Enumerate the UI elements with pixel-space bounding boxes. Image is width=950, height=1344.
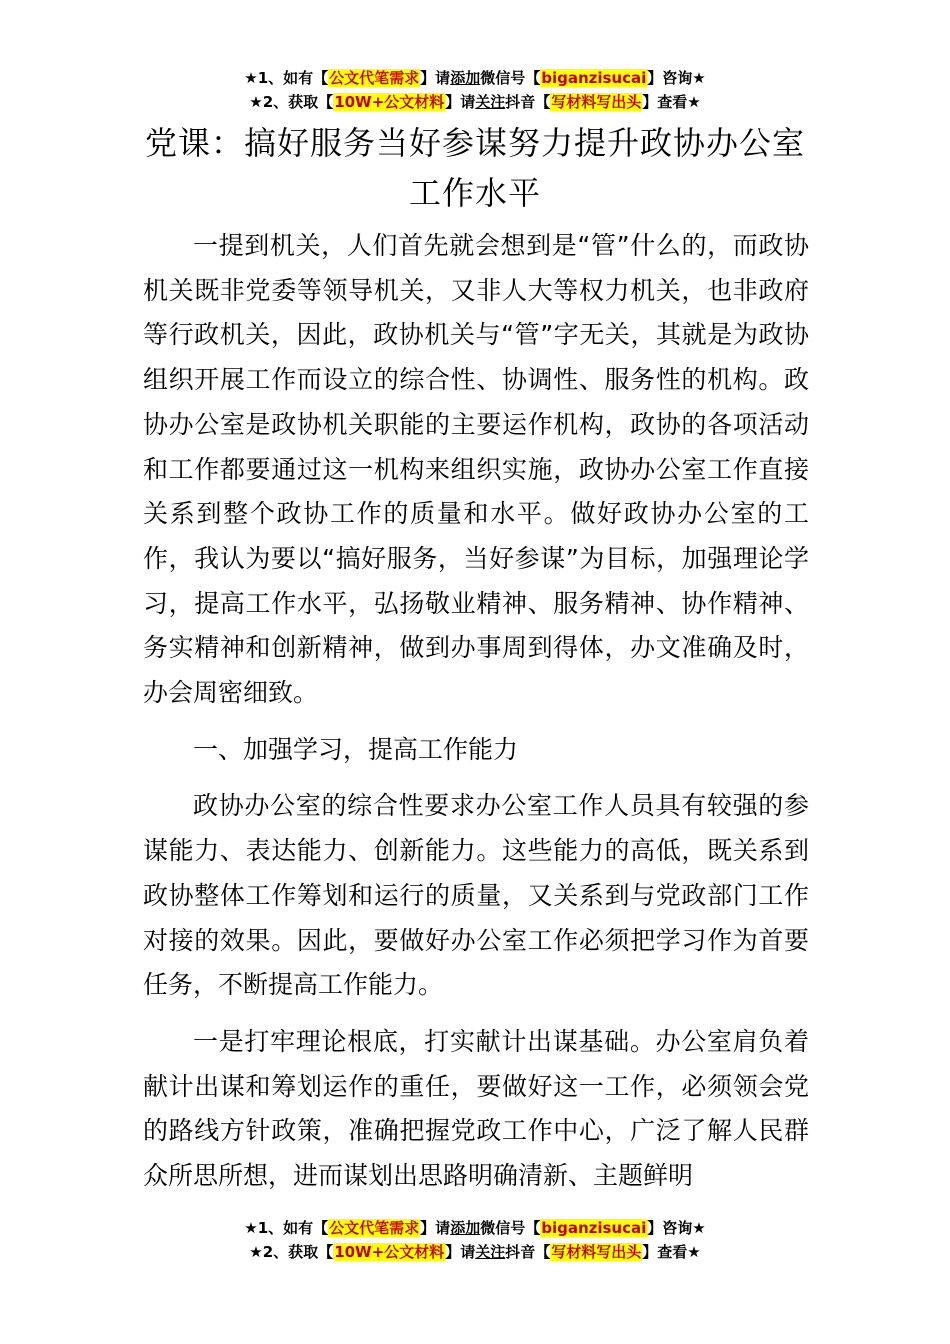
paragraph-intro: 一提到机关，人们首先就会想到是“管”什么的，而政协机关既非党委等领导机关，又非人大等权力机关，也非政府等行政机关，因此，政协机关与“管”字无关，其就是为政协组织开展工作而设立的综合性、协调性、服务性的机构。政协办公室是政协机关职能的主要运作机构，政协的各项活动和工作都要通过这一机构来组织实施，政协办公室工作直接关系到整个政协工作的质量和水平。做好政协办公室的工作，我认为要以“搞好服务，当好参谋”为目标，加强理论学习，提高工作水平，弘扬敬业精神、服务精神、协作精神、务实精神和创新精神，做到办事周到得体，办文准确及时，办会周密细致。: [143, 231, 809, 708]
banner-line-2: [0, 90, 950, 114]
banner-text: 】查看★: [642, 93, 701, 111]
banner-text: 】请: [445, 93, 476, 111]
douyin-account: 写材料写出头: [551, 1243, 642, 1261]
footer-banner: [0, 1216, 950, 1264]
banner-text: ★2、获取【: [249, 1243, 334, 1261]
highlight-text: 公文代笔需求: [329, 1219, 420, 1237]
wechat-id: biganzisucai: [541, 69, 647, 87]
banner-text: 微信号【: [480, 1219, 541, 1237]
banner-text: 】咨询★: [647, 69, 706, 87]
underlined-text: 关注: [475, 1243, 506, 1261]
paragraph: 一是打牢理论根底，打实献计出谋基础。办公室肩负着献计出谋和筹划运作的重任，要做好这一工作，必须领会党的路线方针政策，准确把握党政工作中心，广泛了解人民群众所思所想，进而谋划出思路明确清新、主题鲜明: [143, 1026, 809, 1191]
banner-line-1: [0, 66, 950, 90]
banner-text: 抖音【: [505, 1243, 551, 1261]
document-body: [143, 224, 809, 1199]
highlight-text: 10W+公文材料: [334, 93, 445, 111]
banner-text: 】请: [420, 69, 451, 87]
banner-text: 微信号【: [480, 69, 541, 87]
banner-line-2: [0, 1240, 950, 1264]
header-banner: [0, 66, 950, 114]
highlight-text: 10W+公文材料: [334, 1243, 445, 1261]
paragraph: 政协办公室的综合性要求办公室工作人员具有较强的参谋能力、表达能力、创新能力。这些能力的高低，既关系到政协整体工作筹划和运行的质量，又关系到与党政部门工作对接的效果。因此，要做好办公室工作必须把学习作为首要任务，不断提高工作能力。: [143, 791, 809, 1000]
banner-line-1: [0, 1216, 950, 1240]
banner-text: 抖音【: [505, 93, 551, 111]
underlined-text: 添加: [450, 69, 481, 87]
douyin-account: 写材料写出头: [551, 93, 642, 111]
banner-text: 】请: [445, 1243, 476, 1261]
banner-text: 】咨询★: [647, 1219, 706, 1237]
document-title: 党课：搞好服务当好参谋努力提升政协办公室工作水平: [144, 124, 805, 212]
section-heading: 一、加强学习，提高工作能力: [193, 734, 519, 764]
banner-text: ★1、如有【: [244, 1219, 329, 1237]
banner-text: 】请: [420, 1219, 451, 1237]
underlined-text: 添加: [450, 1219, 481, 1237]
banner-text: ★2、获取【: [249, 93, 334, 111]
banner-text: ★1、如有【: [244, 69, 329, 87]
highlight-text: 公文代笔需求: [329, 69, 420, 87]
wechat-id: biganzisucai: [541, 1219, 647, 1237]
underlined-text: 关注: [475, 93, 506, 111]
banner-text: 】查看★: [642, 1243, 701, 1261]
